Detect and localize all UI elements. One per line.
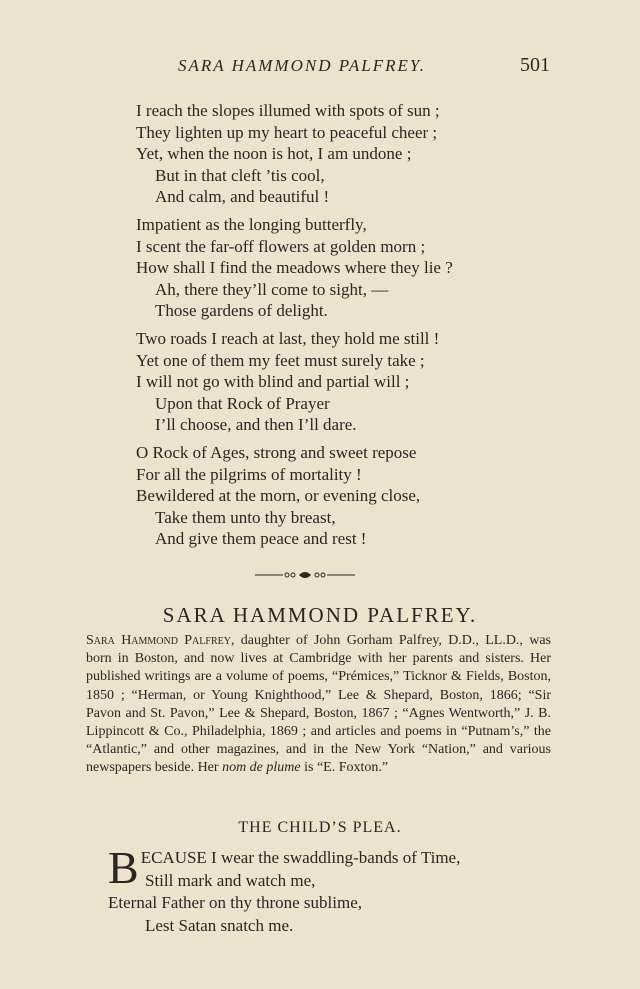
child-poem-line: Still mark and watch me, [145,870,316,890]
poem-line: Impatient as the longing butterfly, [136,215,367,234]
poem-stanza-3 [136,328,556,436]
poem-line: Yet, when the noon is hot, I am undone ; [136,144,412,163]
ornament-divider-icon [255,568,355,582]
bio-name: Sara Hammond Palfrey, [86,633,235,648]
bio-text: daughter of John Gorham Palfrey, D.D., LL.D., was born in Boston, and now lives at Cambridge with her parents and sisters. Her published writings are a volume of poems, “Prémices,” Ticknor & Fields, Boston, 1850 ; “Herman, or Young Knighthood,” Lee & Shepard, Boston, 1866; “Sir Pavon and St. Pavon,” Lee & Shepard, Boston, 1867 ; “Agnes Wentworth,” J. B. Lippincott & Co., Philadelphia, 1869 ; and articles and poems in “Putnam’s,” the “Atlantic,” and other magazines, and in the New York “Nation,” and various newspapers beside. Her [86,633,551,776]
running-title: SARA HAMMOND PALFREY. [178,56,427,75]
poem-line: Those gardens of delight. [155,301,328,320]
poem-line: But in that cleft ’tis cool, [155,165,325,185]
bio-text-end: is “E. Foxton.” [300,760,389,776]
poem-stanza-2 [136,214,556,322]
poem-line: For all the pilgrims of mortality ! [136,464,362,484]
poem-line: I reach the slopes illumed with spots of sun ; [136,101,440,120]
poem-line: O Rock of Ages, strong and sweet repose [136,443,417,462]
child-poem-line-1-text: ECAUSE I wear the swaddling-bands of Time, [140,848,461,867]
poem-line: Ah, there they’ll come to sight, — [155,279,389,299]
drop-cap: B [108,842,139,893]
poem-line: Yet one of them my feet must surely take ; [136,350,425,370]
section-title: SARA HAMMOND PALFREY. [162,603,478,627]
poem-line: Upon that Rock of Prayer [155,393,330,413]
poem-line: I’ll choose, and then I’ll dare. [155,415,357,434]
child-poem-title: THE CHILD’S PLEA. [238,819,402,836]
poem-stanza-4 [136,442,556,550]
bio-pen-name-label: nom de plume [222,760,301,776]
poem-line: How shall I find the meadows where they lie ? [136,258,453,277]
page-number: 501 [520,54,550,76]
child-poem [108,842,558,937]
child-poem-line: Eternal Father on thy throne sublime, [108,893,362,912]
poem-line: And give them peace and rest ! [155,529,367,548]
poem-line: Bewildered at the morn, or evening close, [136,486,421,505]
poem-line: I scent the far-off flowers at golden morn ; [136,236,426,256]
poem-line: Two roads I reach at last, they hold me still ! [136,329,440,348]
poem-line: They lighten up my heart to peaceful cheer ; [136,122,438,142]
poem-line: And calm, and beautiful ! [155,187,330,206]
poem-stanza-1 [136,100,556,208]
poem-line: I will not go with blind and partial will ; [136,372,410,391]
running-head [0,56,640,80]
biography-paragraph [86,632,551,778]
child-poem-line: Lest Satan snatch me. [145,915,294,935]
poem-line: Take them unto thy breast, [155,507,336,527]
